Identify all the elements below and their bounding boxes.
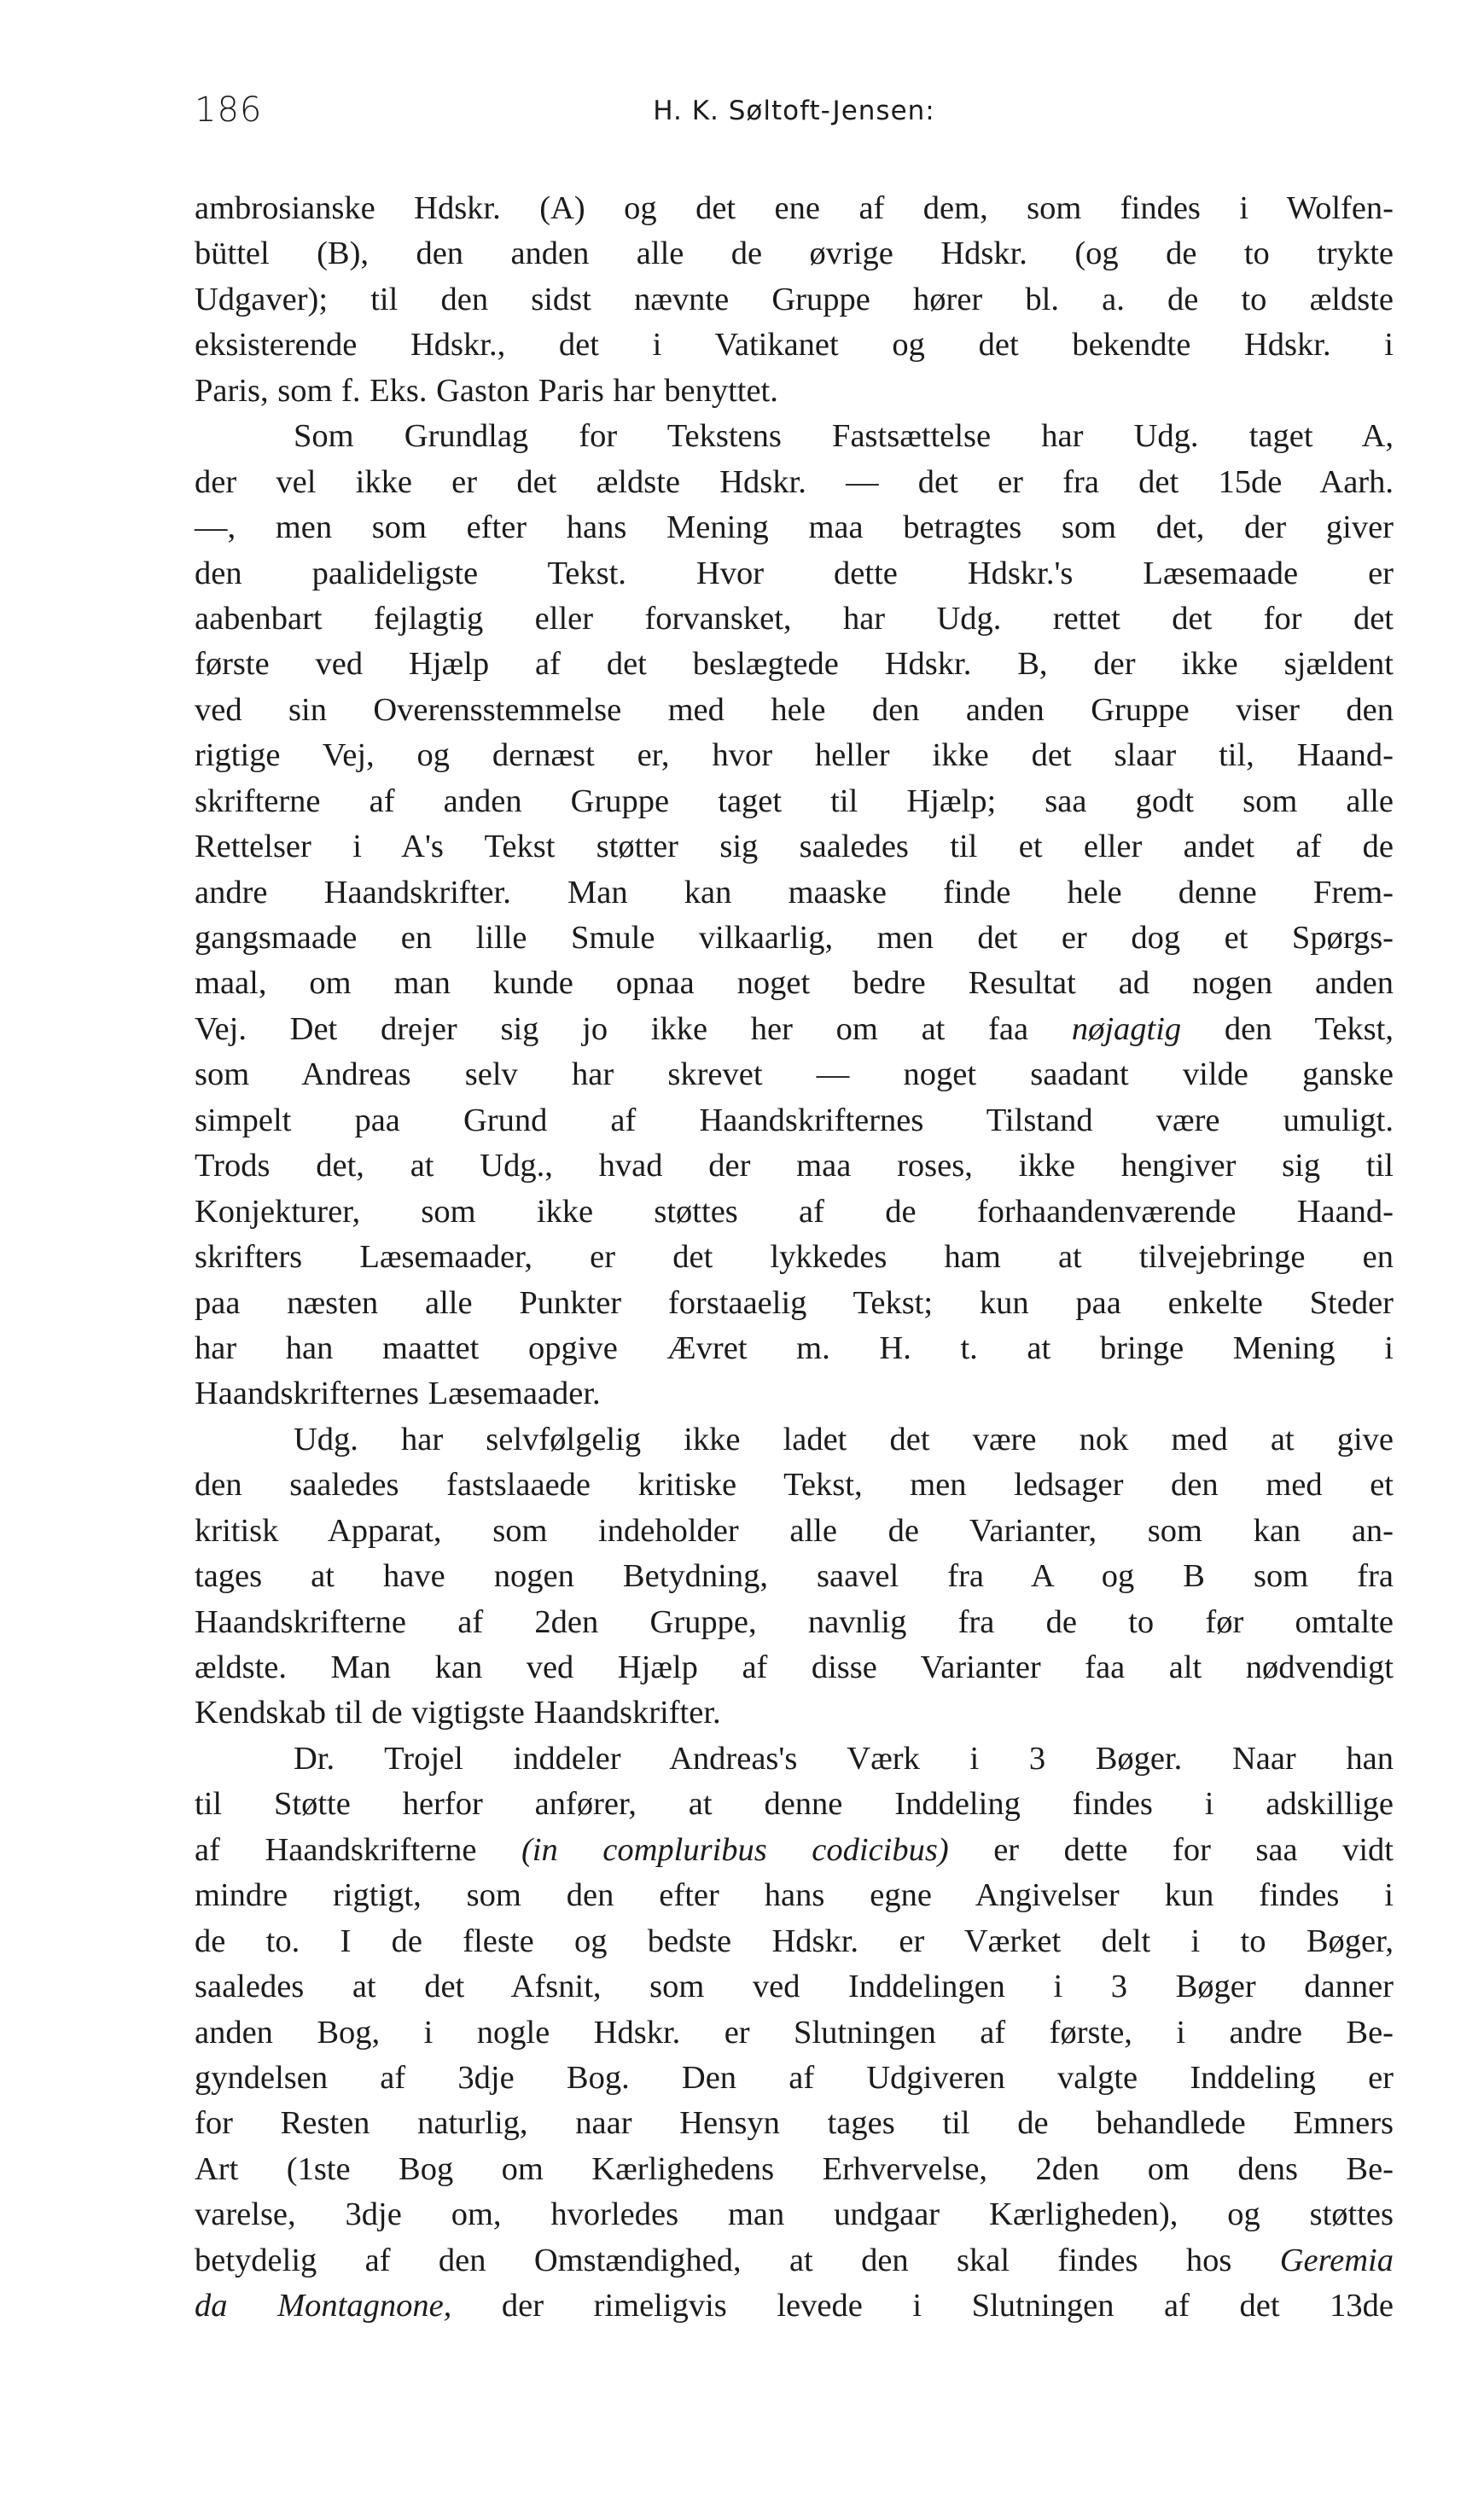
text-line	[195, 231, 1394, 276]
text-run: første ved Hjælp af det beslægtede Hdskr. B, der ikke sjældent	[195, 646, 1394, 683]
text-run: anden Bog, i nogle Hdskr. er Slutningen af første, i andre Be-	[195, 2014, 1394, 2051]
text-line	[195, 505, 1394, 550]
text-line	[195, 1281, 1394, 1326]
text-line	[195, 1828, 1394, 1873]
text-run: Vej. Det drejer sig jo ikke her om at faa	[195, 1010, 1072, 1047]
text-run: rigtige Vej, og dernæst er, hvor heller ikke det slaar til, Haand-	[195, 737, 1394, 774]
text-run: simpelt paa Grund af Haandskrifternes Tilstand være umuligt.	[195, 1102, 1394, 1138]
text-run: har han maattet opgive Ævret m. H. t. at bringe Mening i	[195, 1329, 1394, 1366]
italic-text-run: Geremia	[1279, 2242, 1394, 2278]
text-run: gangsmaade en lille Smule vilkaarlig, men det er dog et Spørgs-	[195, 920, 1394, 956]
text-line	[195, 1235, 1394, 1280]
text-line	[195, 2010, 1394, 2056]
text-run: Udgaver); til den sidst nævnte Gruppe hører bl. a. de to ældste	[195, 281, 1394, 317]
text-line	[195, 2283, 1394, 2329]
text-line	[195, 779, 1394, 824]
text-line	[195, 323, 1394, 368]
text-line	[195, 551, 1394, 596]
text-line	[195, 642, 1394, 687]
text-run: gyndelsen af 3dje Bog. Den af Udgiveren valgte Inddeling er	[195, 2059, 1394, 2096]
text-run: Konjekturer, som ikke støttes af de forhaandenværende Haand-	[195, 1193, 1394, 1230]
page-header	[195, 90, 1394, 138]
text-line	[195, 1326, 1394, 1371]
text-run: Trods det, at Udg., hvad der maa roses, ikke hengiver sig til	[195, 1148, 1394, 1184]
text-run: for Resten naturlig, naar Hensyn tages til de behandlede Emners	[195, 2105, 1394, 2142]
text-line	[195, 1554, 1394, 1599]
text-line	[195, 1919, 1394, 1964]
text-line	[195, 460, 1394, 505]
text-run: skrifters Læsemaader, er det lykkedes ham at tilvejebringe en	[195, 1239, 1394, 1276]
text-run: Haandskrifternes Læsemaader.	[195, 1376, 601, 1412]
text-run: Paris, som f. Eks. Gaston Paris har benyttet.	[195, 372, 778, 409]
text-line	[195, 1737, 1394, 1782]
text-run: til Støtte herfor anfører, at denne Inddeling findes i adskillige	[195, 1786, 1394, 1823]
text-line	[195, 733, 1394, 778]
running-head: H. K. Søltoft-Jensen:	[653, 96, 935, 126]
text-line	[195, 277, 1394, 323]
text-run: som Andreas selv har skrevet — noget saadant vilde ganske	[195, 1056, 1394, 1093]
text-line	[195, 688, 1394, 733]
text-run: maal, om man kunde opnaa noget bedre Resultat ad nogen anden	[195, 965, 1394, 1002]
text-line	[195, 1964, 1394, 2010]
text-run: tages at have nogen Betydning, saavel fra A og B som fra	[195, 1558, 1394, 1595]
text-line	[195, 961, 1394, 1006]
text-run: ambrosianske Hdskr. (A) og det ene af dem, som findes i Wolfen-	[195, 190, 1394, 226]
text-line	[195, 1645, 1394, 1690]
text-run: den paalideligste Tekst. Hvor dette Hdskr.'s Læsemaade er	[195, 555, 1394, 591]
text-run: saaledes at det Afsnit, som ved Inddelingen i 3 Bøger danner	[195, 1969, 1394, 2005]
text-line	[195, 1052, 1394, 1097]
text-line	[195, 1782, 1394, 1827]
text-run: er dette for saa vidt	[948, 1831, 1394, 1868]
text-run: paa næsten alle Punkter forstaaelig Tekst; kun paa enkelte Steder	[195, 1284, 1394, 1321]
text-line	[195, 2147, 1394, 2192]
text-run: varelse, 3dje om, hvorledes man undgaar Kærligheden), og støttes	[195, 2196, 1394, 2233]
text-run: ældste. Man kan ved Hjælp af disse Varianter faa alt nødvendigt	[195, 1649, 1394, 1685]
text-run: den saaledes fastslaaede kritiske Tekst, men ledsager den med et	[195, 1467, 1394, 1504]
text-run: kritisk Apparat, som indeholder alle de Varianter, som kan an-	[195, 1512, 1394, 1549]
text-line	[195, 2192, 1394, 2237]
text-line	[195, 186, 1394, 231]
text-line	[195, 824, 1394, 870]
text-run: de to. I de fleste og bedste Hdskr. er Værket delt i to Bøger,	[195, 1923, 1394, 1959]
text-line	[195, 1463, 1394, 1508]
text-line	[195, 2238, 1394, 2283]
document-page	[195, 90, 1394, 2330]
text-run: Som Grundlag for Tekstens Fastsættelse har Udg. taget A,	[294, 418, 1394, 455]
text-run: mindre rigtigt, som den efter hans egne Angivelser kun findes i	[195, 1877, 1394, 1914]
text-run: Udg. har selvfølgelig ikke ladet det være nok med at give	[294, 1421, 1394, 1457]
text-run: Dr. Trojel inddeler Andreas's Værk i 3 Bøger. Naar han	[294, 1740, 1394, 1777]
text-line	[195, 596, 1394, 642]
text-run: —, men som efter hans Mening maa betragtes som det, der giver	[195, 509, 1394, 546]
text-run: Kendskab til de vigtigste Haandskrifter.	[195, 1695, 721, 1731]
text-run: Rettelser i A's Tekst støtter sig saaledes til et eller andet af de	[195, 829, 1394, 865]
body-text	[195, 186, 1394, 2330]
text-run: aabenbart fejlagtig eller forvansket, har Udg. rettet det for det	[195, 600, 1394, 637]
text-line	[195, 1509, 1394, 1554]
text-line	[195, 1190, 1394, 1235]
page-number: 186	[195, 90, 263, 130]
italic-text-run: nøjagtig	[1071, 1010, 1182, 1047]
text-line	[195, 1143, 1394, 1189]
text-line	[195, 1873, 1394, 1918]
text-run: af Haandskrifterne	[195, 1831, 521, 1868]
text-run: Haandskrifterne af 2den Gruppe, navnlig fra de to før omtalte	[195, 1603, 1394, 1640]
text-line	[195, 870, 1394, 916]
text-run: der rimeligvis levede i Slutningen af det 13de	[451, 2288, 1394, 2324]
text-line	[195, 1007, 1394, 1052]
text-run: ved sin Overensstemmelse med hele den anden Gruppe viser den	[195, 691, 1394, 728]
text-run: betydelig af den Omstændighed, at den skal findes hos	[195, 2242, 1280, 2278]
text-line	[195, 1098, 1394, 1143]
text-line	[195, 916, 1394, 961]
text-line	[195, 1417, 1394, 1463]
text-run: den Tekst,	[1181, 1010, 1394, 1047]
text-run: skrifterne af anden Gruppe taget til Hjælp; saa godt som alle	[195, 782, 1394, 819]
text-line	[195, 369, 1394, 414]
italic-text-run: da Montagnone,	[195, 2288, 452, 2324]
text-line	[195, 1600, 1394, 1645]
text-line	[195, 414, 1394, 459]
italic-text-run: (in compluribus codicibus)	[521, 1831, 949, 1868]
text-run: andre Haandskrifter. Man kan maaske finde hele denne Frem-	[195, 874, 1394, 910]
text-run: büttel (B), den anden alle de øvrige Hdskr. (og de to trykte	[195, 236, 1394, 272]
text-run: der vel ikke er det ældste Hdskr. — det er fra det 15de Aarh.	[195, 463, 1394, 500]
text-run: Art (1ste Bog om Kærlighedens Erhvervelse, 2den om dens Be-	[195, 2150, 1394, 2187]
text-line	[195, 1690, 1394, 1736]
text-line	[195, 1371, 1394, 1417]
text-line	[195, 2101, 1394, 2146]
text-line	[195, 2056, 1394, 2101]
text-run: eksisterende Hdskr., det i Vatikanet og det bekendte Hdskr. i	[195, 327, 1394, 364]
